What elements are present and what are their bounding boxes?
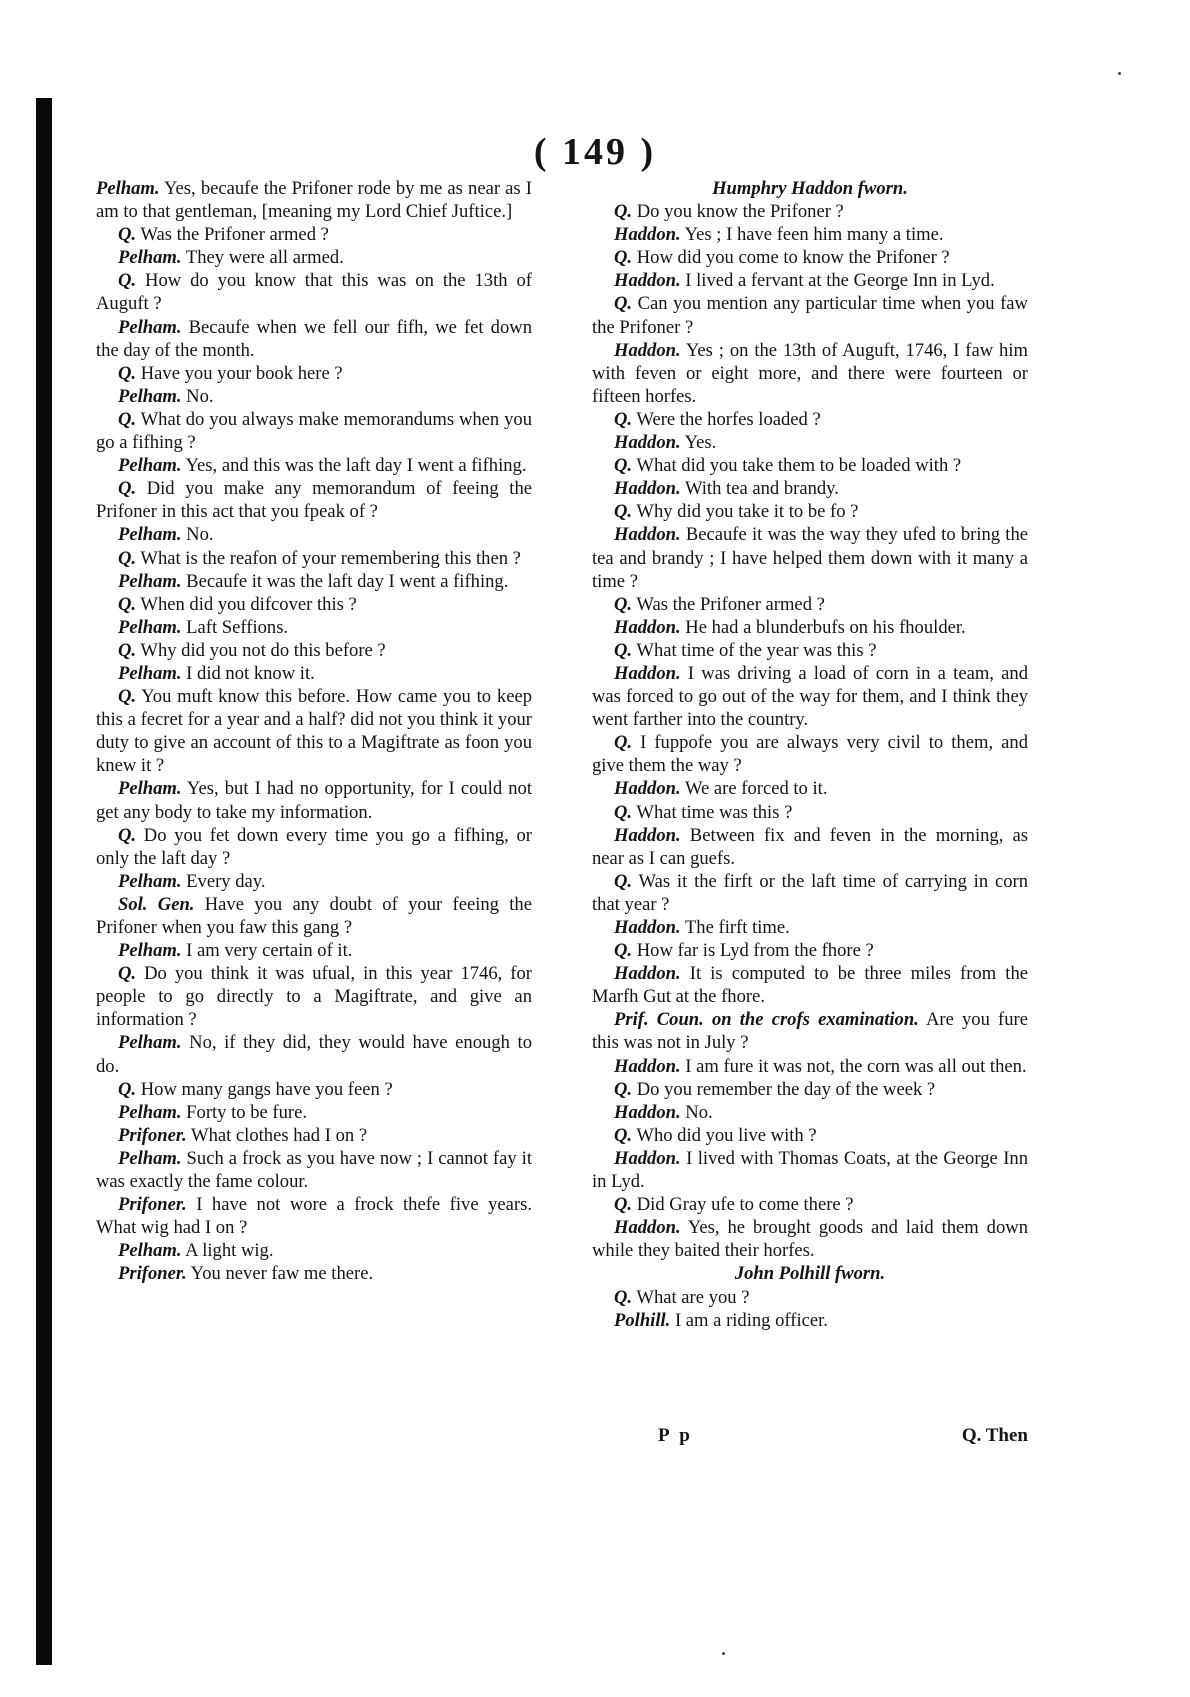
testimony-paragraph (96, 408, 532, 454)
testimony-paragraph (96, 223, 532, 246)
testimony-paragraph (96, 593, 532, 616)
speaker-name: Pelham. (118, 570, 182, 592)
testimony-paragraph (592, 731, 1028, 777)
testimony-paragraph (96, 777, 532, 823)
testimony-paragraph (592, 1147, 1028, 1193)
paragraph-text: Between fix and feven in the morning, as near as I can guefs. (592, 824, 1028, 869)
testimony-paragraph (96, 316, 532, 362)
paragraph-text: How did you come to know the Prifoner ? (632, 247, 950, 269)
speaker-name: Haddon. (614, 270, 681, 292)
testimony-paragraph (96, 246, 532, 269)
left-column (96, 177, 532, 1286)
testimony-paragraph (592, 801, 1028, 824)
testimony-paragraph (592, 662, 1028, 731)
paragraph-text: I lived a fervant at the George Inn in Lyd. (680, 270, 995, 292)
question-marker: Q. (614, 593, 633, 615)
testimony-paragraph (96, 385, 532, 408)
question-marker: Q. (614, 1194, 633, 1216)
question-marker: Q. (614, 247, 633, 269)
paragraph-text: Do you fet down every time you go a fifhing, or only the laft day ? (96, 824, 532, 869)
paragraph-text: Was the Prifoner armed ? (136, 224, 329, 246)
paragraph-text: Yes, but I had no opportunity, for I could not get any body to take my information. (96, 778, 532, 823)
paragraph-text: Did you make any memorandum of feeing the Prifoner in this act that you fpeak of ? (96, 478, 532, 523)
question-marker: Q. (118, 686, 137, 708)
catchword: Q. Then (961, 1425, 1028, 1446)
testimony-paragraph (592, 616, 1028, 639)
page-number: ( 149 ) (533, 131, 657, 173)
testimony-paragraph (592, 408, 1028, 431)
witness-heading (592, 1262, 1028, 1285)
testimony-paragraph (592, 200, 1028, 223)
paragraph-text: John Polhill fworn. (734, 1263, 886, 1285)
paragraph-text: Do you know the Prifoner ? (632, 201, 844, 223)
paragraph-text: What time of the year was this ? (632, 639, 877, 661)
paragraph-text: You muft know this before. How came you to keep this a fecret for a year and a half? did not you think it your duty to give an account of this to a Magiftrate as foon you knew it ? (96, 686, 532, 777)
testimony-paragraph (592, 454, 1028, 477)
question-marker: Q. (118, 478, 137, 500)
testimony-paragraph (96, 1078, 532, 1101)
paragraph-text: Yes ; I have feen him many a time. (680, 224, 944, 246)
paragraph-text: What do you always make memorandums when you go a fifhing ? (96, 408, 532, 454)
testimony-paragraph (592, 1101, 1028, 1124)
question-marker: Q. (614, 732, 633, 754)
paragraph-text: You never faw me there. (186, 1263, 374, 1285)
speaker-name: Pelham. (118, 247, 182, 269)
testimony-paragraph (592, 292, 1028, 338)
testimony-paragraph (96, 269, 532, 315)
paragraph-text: Do you think it was ufual, in this year 1746, for people to go directly to a Magiftrate, and give an information ? (96, 963, 532, 1031)
paragraph-text: Have you any doubt of your feeing the Prifoner when you faw this gang ? (96, 893, 532, 938)
paragraph-text: He had a blunderbufs on his fhoulder. (680, 616, 966, 638)
paragraph-text: Were the horfes loaded ? (632, 408, 821, 430)
paragraph-text: Did Gray ufe to come there ? (632, 1194, 854, 1216)
paragraph-text: No. (680, 1101, 713, 1123)
speaker-name: Haddon. (614, 339, 681, 361)
question-marker: Q. (614, 870, 633, 892)
page-binding-edge (36, 98, 52, 1665)
speaker-name: Prif. Coun. on the crofs examination. (614, 1009, 919, 1031)
question-marker: Q. (118, 270, 137, 292)
testimony-paragraph (96, 824, 532, 870)
testimony-paragraph (592, 777, 1028, 800)
testimony-paragraph (592, 962, 1028, 1008)
speaker-name: Pelham. (96, 178, 160, 199)
speaker-name: Prifoner. (118, 1263, 187, 1285)
speaker-name: Prifoner. (118, 1124, 187, 1146)
testimony-paragraph (592, 593, 1028, 616)
testimony-paragraph (96, 547, 532, 570)
paragraph-text: Are you fure this was not in July ? (592, 1009, 1028, 1054)
speaker-name: Haddon. (614, 824, 681, 846)
testimony-paragraph (96, 177, 532, 223)
question-marker: Q. (118, 224, 137, 246)
paragraph-text: When did you difcover this ? (136, 593, 357, 615)
question-marker: Q. (118, 639, 137, 661)
testimony-paragraph (96, 1147, 532, 1193)
paragraph-text: I fuppofe you are always very civil to them, and give them the way ? (592, 732, 1028, 777)
question-marker: Q. (614, 1286, 633, 1308)
testimony-paragraph (96, 1101, 532, 1124)
testimony-paragraph (592, 1124, 1028, 1147)
paragraph-text: Laft Seffions. (181, 616, 289, 638)
testimony-paragraph (96, 662, 532, 685)
speaker-name: Pelham. (118, 316, 182, 338)
testimony-paragraph (592, 339, 1028, 408)
testimony-paragraph (96, 893, 532, 939)
testimony-paragraph (592, 246, 1028, 269)
paragraph-text: Every day. (181, 870, 266, 892)
paragraph-text: With tea and brandy. (680, 478, 839, 500)
testimony-paragraph (96, 639, 532, 662)
paragraph-text: What clothes had I on ? (186, 1124, 368, 1146)
testimony-paragraph (96, 1193, 532, 1239)
paragraph-text: Why did you take it to be fo ? (632, 501, 859, 523)
testimony-paragraph (96, 362, 532, 385)
testimony-paragraph (592, 1193, 1028, 1216)
speaker-name: Pelham. (118, 385, 182, 407)
testimony-paragraph (96, 1262, 532, 1285)
testimony-paragraph (96, 616, 532, 639)
paragraph-text: Such a frock as you have now ; I cannot fay it was exactly the fame colour. (96, 1147, 532, 1193)
ink-speck (1118, 72, 1121, 75)
speaker-name: Haddon. (614, 616, 681, 638)
testimony-paragraph (592, 523, 1028, 592)
speaker-name: Pelham. (118, 455, 182, 477)
paragraph-text: A light wig. (181, 1240, 274, 1262)
question-marker: Q. (614, 801, 633, 823)
paragraph-text: Why did you not do this before ? (136, 639, 386, 661)
testimony-paragraph (96, 570, 532, 593)
testimony-paragraph (592, 1078, 1028, 1101)
paragraph-text: No, if they did, they would have enough to do. (96, 1032, 532, 1077)
paragraph-text: They were all armed. (181, 247, 344, 269)
paragraph-text: I am very certain of it. (181, 940, 353, 962)
speaker-name: Haddon. (614, 478, 681, 500)
paragraph-text: I was driving a load of corn in a team, and was forced to go out of the way for them, and I think they went farther into the country. (592, 662, 1028, 731)
testimony-paragraph (592, 870, 1028, 916)
testimony-paragraph (592, 1286, 1028, 1309)
paragraph-text: Who did you live with ? (632, 1124, 817, 1146)
paragraph-text: Do you remember the day of the week ? (632, 1078, 936, 1100)
testimony-paragraph (96, 870, 532, 893)
paragraph-text: It is computed to be three miles from the Marfh Gut at the fhore. (592, 963, 1028, 1008)
testimony-paragraph (96, 523, 532, 546)
paragraph-text: Yes ; on the 13th of Auguft, 1746, I faw him with feven or eight more, and there were fourteen or fifteen horfes. (592, 339, 1028, 407)
paragraph-text: Becaufe when we fell our fifh, we fet down the day of the month. (96, 316, 532, 361)
paragraph-text: We are forced to it. (680, 778, 828, 800)
testimony-paragraph (592, 824, 1028, 870)
witness-heading (592, 177, 1028, 200)
speaker-name: Pelham. (118, 1101, 182, 1123)
paragraph-text: How far is Lyd from the fhore ? (632, 940, 874, 962)
question-marker: Q. (118, 963, 137, 985)
paragraph-text: Yes. (680, 432, 717, 454)
testimony-paragraph (592, 269, 1028, 292)
speaker-name: Haddon. (614, 224, 681, 246)
testimony-paragraph (592, 639, 1028, 662)
paragraph-text: What are you ? (632, 1286, 750, 1308)
question-marker: Q. (614, 1078, 633, 1100)
question-marker: Q. (118, 547, 137, 569)
paragraph-text: Yes, and this was the laft day I went a fifhing. (181, 455, 527, 477)
speaker-name: Pelham. (118, 1147, 182, 1169)
paragraph-text: The firft time. (680, 917, 790, 938)
question-marker: Q. (118, 593, 137, 615)
paragraph-text: What is the reafon of your remembering this then ? (136, 547, 521, 569)
testimony-paragraph (592, 1008, 1028, 1054)
paragraph-text: I have not wore a frock thefe five years. What wig had I on ? (96, 1194, 532, 1239)
testimony-paragraph (96, 685, 532, 777)
speaker-name: Pelham. (118, 1032, 182, 1054)
question-marker: Q. (118, 408, 137, 430)
testimony-paragraph (592, 916, 1028, 939)
paragraph-text: I am fure it was not, the corn was all out then. (680, 1055, 1027, 1077)
speaker-name: Pelham. (118, 524, 182, 546)
speaker-name: Pelham. (118, 870, 182, 892)
speaker-name: Pelham. (118, 778, 182, 800)
testimony-paragraph (592, 939, 1028, 962)
speaker-name: Haddon. (614, 1055, 681, 1077)
signature-mark: P p (658, 1425, 693, 1446)
testimony-paragraph (96, 962, 532, 1031)
question-marker: Q. (118, 824, 137, 846)
testimony-paragraph (96, 1031, 532, 1077)
speaker-name: Sol. Gen. (118, 893, 195, 915)
speaker-name: Haddon. (614, 662, 681, 684)
speaker-name: Haddon. (614, 1147, 681, 1169)
paragraph-text: Have you your book here ? (136, 362, 343, 384)
testimony-paragraph (592, 223, 1028, 246)
paragraph-text: Humphry Haddon fworn. (712, 178, 908, 199)
speaker-name: Prifoner. (118, 1194, 187, 1216)
paragraph-text: Was it the firft or the laft time of carrying in corn that year ? (592, 870, 1028, 915)
speaker-name: Haddon. (614, 1101, 681, 1123)
paragraph-text: I am a riding officer. (670, 1309, 828, 1331)
paragraph-text: Forty to be fure. (181, 1101, 308, 1123)
speaker-name: Haddon. (614, 432, 681, 454)
speaker-name: Pelham. (118, 662, 182, 684)
question-marker: Q. (614, 408, 633, 430)
speaker-name: Haddon. (614, 778, 681, 800)
speaker-name: Polhill. (614, 1309, 671, 1331)
testimony-paragraph (96, 939, 532, 962)
paragraph-text: How many gangs have you feen ? (136, 1078, 393, 1100)
question-marker: Q. (614, 639, 633, 661)
speaker-name: Haddon. (614, 963, 681, 985)
paragraph-text: I lived with Thomas Coats, at the George Inn in Lyd. (592, 1147, 1028, 1193)
paragraph-text: Can you mention any particular time when you faw the Prifoner ? (592, 293, 1028, 338)
paragraph-text: Yes, becaufe the Prifoner rode by me as near as I am to that gentleman, [meaning my Lord Chief Juftice.] (96, 178, 532, 223)
paragraph-text: How do you know that this was on the 13th of Auguft ? (96, 270, 532, 315)
speaker-name: Pelham. (118, 1240, 182, 1262)
speaker-name: Haddon. (614, 524, 681, 546)
testimony-paragraph (592, 477, 1028, 500)
question-marker: Q. (614, 293, 633, 315)
paragraph-text: Becaufe it was the way they ufed to bring the tea and brandy ; I have helped them down with it many a time ? (592, 524, 1028, 592)
testimony-paragraph (592, 1309, 1028, 1332)
question-marker: Q. (118, 1078, 137, 1100)
speaker-name: Haddon. (614, 917, 681, 938)
testimony-paragraph (592, 431, 1028, 454)
paragraph-text: I did not know it. (181, 662, 315, 684)
paragraph-text: What time was this ? (632, 801, 793, 823)
testimony-paragraph (592, 500, 1028, 523)
testimony-paragraph (96, 1239, 532, 1262)
paragraph-text: Becaufe it was the laft day I went a fifhing. (181, 570, 509, 592)
testimony-paragraph (592, 1216, 1028, 1262)
testimony-paragraph (96, 454, 532, 477)
testimony-paragraph (96, 477, 532, 523)
paragraph-text: What did you take them to be loaded with ? (632, 455, 962, 477)
question-marker: Q. (614, 940, 633, 962)
paragraph-text: No. (181, 524, 214, 546)
speaker-name: Pelham. (118, 616, 182, 638)
testimony-paragraph (96, 1124, 532, 1147)
question-marker: Q. (614, 1124, 633, 1146)
question-marker: Q. (614, 455, 633, 477)
ink-speck (722, 1652, 725, 1655)
question-marker: Q. (614, 501, 633, 523)
question-marker: Q. (614, 201, 633, 223)
paragraph-text: Yes, he brought goods and laid them down while they baited their horfes. (592, 1217, 1028, 1262)
speaker-name: Pelham. (118, 940, 182, 962)
paragraph-text: No. (181, 385, 214, 407)
paragraph-text: Was the Prifoner armed ? (632, 593, 825, 615)
question-marker: Q. (118, 362, 137, 384)
speaker-name: Haddon. (614, 1217, 681, 1239)
testimony-paragraph (592, 1055, 1028, 1078)
right-column (592, 177, 1028, 1332)
